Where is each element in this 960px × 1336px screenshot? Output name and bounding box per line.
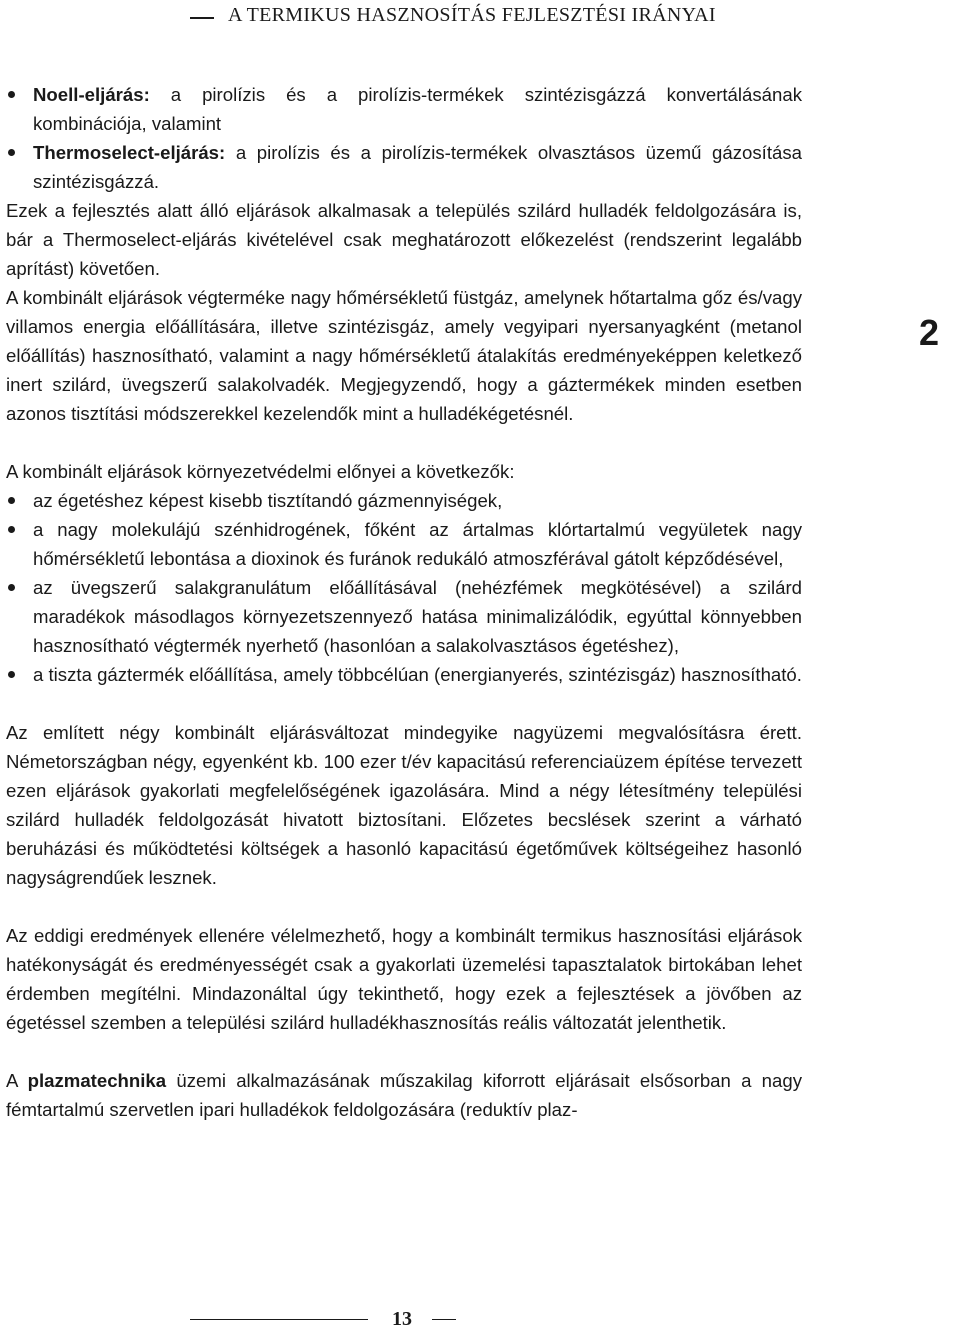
page-number: 13 [392, 1308, 412, 1330]
paragraph: A kombinált eljárások környezetvédelmi előnyei a következők: [6, 461, 515, 482]
term-bold: plazmatechnika [27, 1070, 167, 1091]
process-description: a pirolízis és a pirolízis-termékek szintézisgázzá konvertálásának kombinációja, valamint [33, 84, 802, 134]
paragraph: Az említett négy kombinált eljárásváltozat mindegyike nagyüzemi megvalósításra érett. Németországban négy, egyenként kb. 100 ezer t/év kapacitású referenciaüzem építése tervezett ezen eljárások gyakorlati megfelelőségének igazolására. Mind a négy létesítmény települési szilárd hulladék feldolgozását hivatott biztosítani. Előzetes becslések szerint a várható beruházási és működtetési költségek a hasonló kapacitású égetőművek költségeihez hasonló nagyságrendűek lesznek. [6, 722, 802, 888]
header-title: A TERMIKUS HASZNOSÍTÁS FEJLESZTÉSI IRÁNYAI [228, 4, 716, 26]
footer-rule [432, 1319, 456, 1320]
footer-rule [190, 1319, 368, 1320]
chapter-number: 2 [918, 312, 940, 353]
list-item: az égetéshez képest kisebb tisztítandó gázmennyiségek, [6, 486, 802, 515]
list-item: az üvegszerű salakgranulátum előállításával (nehézfémek megkötésével) a szilárd maradékok másodlagos környezetszennyező hatása minimalizálódik, egyúttal könnyebben hasznosítható végtermék nyerhető (hasonlóan a salakolvasztásos égetéshez), [6, 573, 802, 660]
paragraph: Az eddigi eredmények ellenére vélelmezhető, hogy a kombinált termikus hasznosítási eljárások hatékonyságát és eredményességét csak a gyakorlati üzemelési tapasztalatok birtokában lehet érdemben megítélni. Mindazonáltal úgy tekinthető, hogy ezek a fejlesztések a jövőben az égetéssel szemben a települési szilárd hulladékhasznosítás reális változatát jelenthetik. [6, 925, 802, 1033]
page-body [6, 80, 802, 1124]
process-description: a pirolízis és a pirolízis-termékek olvasztásos üzemű gázosítása szintézisgázzá. [33, 142, 802, 192]
list-item [6, 80, 802, 138]
running-header [0, 0, 960, 40]
process-list [6, 80, 802, 196]
header-rule [190, 17, 214, 19]
list-item: a nagy molekulájú szénhidrogének, főként az ártalmas klórtartalmú vegyületek nagy hőmérsékletű lebontása a dioxinok és furánok redukáló atmoszférával gátolt képződésével, [6, 515, 802, 573]
benefits-list [6, 486, 802, 689]
paragraph: A kombinált eljárások végterméke nagy hőmérsékletű füstgáz, amelynek hőtartalma gőz és/vagy villamos energia előállítására, illetve szintézisgáz, amely vegyipari nyersanyagként (metanol előállítás) hasznosítható, valamint a nagy hőmérsékletű átalakítás eredményeképpen keletkező inert szilárd, üvegszerű salakolvadék. Megjegyzendő, hogy a gáztermékek minden esetben azonos tisztítási módszerekkel kezelendők mint a hulladékégetésnél. [6, 287, 802, 424]
process-name: Thermoselect-eljárás: [33, 142, 226, 163]
list-item [6, 138, 802, 196]
list-item: a tiszta gáztermék előállítása, amely többcélúan (energianyerés, szintézisgáz) hasznosítható. [6, 660, 802, 689]
paragraph: Ezek a fejlesztés alatt álló eljárások alkalmasak a település szilárd hulladék feldolgozására is, bár a Thermoselect-eljárás kivételével csak meghatározott előkezelést (rendszerint legalább aprítást) követően. [6, 200, 802, 279]
paragraph: A plazmatechnika üzemi alkalmazásának műszakilag kiforrott eljárásait elsősorban a nagy fémtartalmú szervetlen ipari hulladékok feldolgozására (reduktív plaz- [6, 1070, 802, 1120]
process-name: Noell-eljárás: [33, 84, 150, 105]
